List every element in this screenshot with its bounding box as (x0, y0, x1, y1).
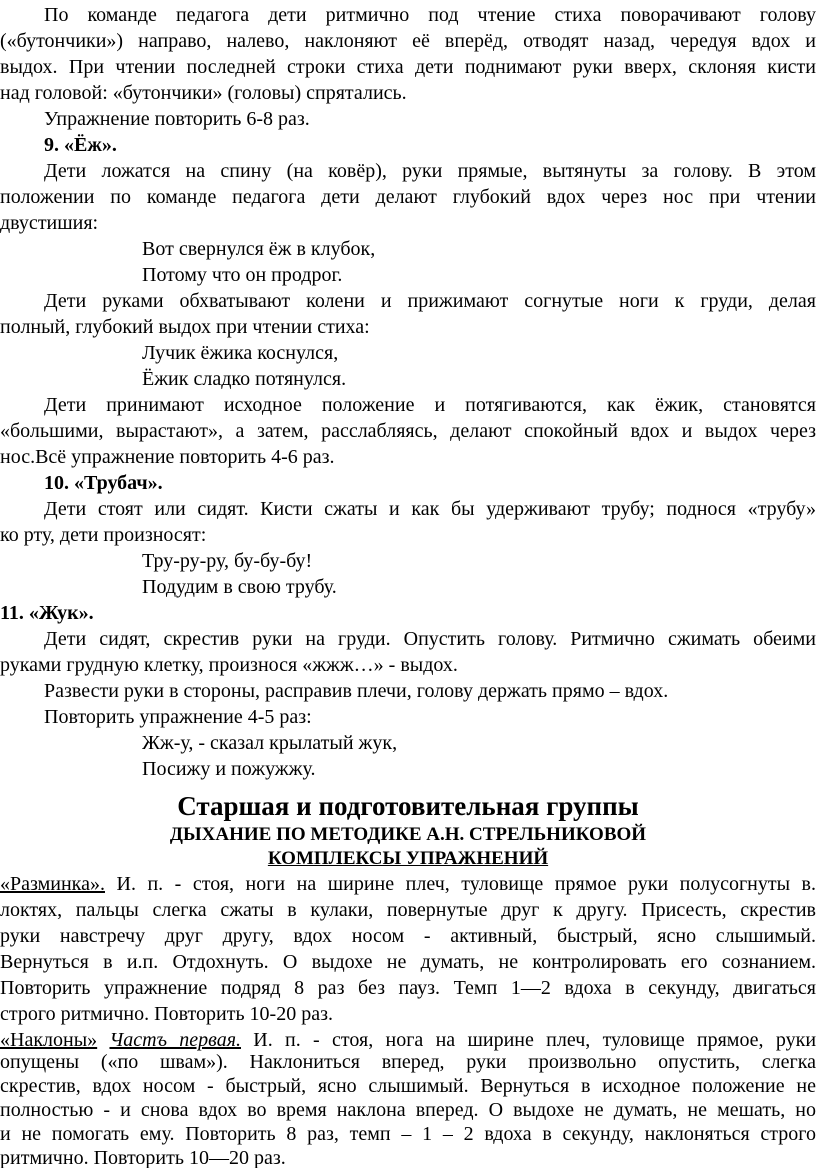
section-subheading: ДЫХАНИЕ ПО МЕТОДИКЕ А.Н. СТРЕЛЬНИКОВОЙ (169, 824, 647, 845)
paragraph-line: Повторить упражнение 4-5 раз: (44, 706, 312, 728)
poem-line: Жж-у, - сказал крылатый жук, (142, 732, 398, 754)
paragraph-line: строго ритмично. Повторить 10-20 раз. (0, 1003, 333, 1025)
paragraph-line: скрестив, вдох носом - быстрый, ясно слышимый. Вернуться в исходное положение не (0, 1075, 816, 1097)
exercise-title-11: 11. «Жук». (0, 602, 94, 624)
poem-line: Потому что он продрог. (142, 264, 343, 286)
paragraph-line: двустишия: (0, 212, 99, 234)
paragraph-line: Дети руками обхватывают колени и прижимают согнутые ноги к груди, делая (44, 290, 816, 312)
paragraph-line: и не помогать ему. Повторить 8 раз, темп – 1 – 2 вдоха в секунду, наклоняться строго (0, 1123, 816, 1145)
poem-line: Тру-ру-ру, бу-бу-бу! (142, 550, 313, 572)
poem-line: Лучик ёжика коснулся, (142, 342, 339, 364)
paragraph-line: Повторить упражнение подряд 8 раз без пауз. Темп 1—2 вдоха в секунду, двигаться (0, 977, 816, 999)
warmup-text: И. п. - стоя, ноги на ширине плеч, туловище прямое руки полусогнуты в. (104, 873, 816, 895)
paragraph-line: выдох. При чтении последней строки стиха дети поднимают руки вверх, склоняя кисти (0, 56, 816, 78)
exercise-title-10: 10. «Трубач». (44, 472, 163, 494)
poem-line: Посижу и пожужжу. (142, 758, 316, 780)
paragraph-line: над головой: «бутончики» (головы) спрятались. (0, 82, 407, 104)
paragraph-line: нос.Всё упражнение повторить 4-6 раз. (0, 446, 335, 468)
paragraph-line: руки навстречу друг другу, вдох носом - активный, быстрый, ясно слышимый. (0, 925, 816, 947)
bends-part-label: Частъ первая. (109, 1029, 241, 1051)
poem-line: Подудим в свою трубу. (142, 576, 337, 598)
paragraph-line: Дети ложатся на спину (на ковёр), руки прямые, вытянуты за голову. В этом (44, 160, 816, 182)
paragraph-line: руками грудную клетку, произнося «жжж…» - выдох. (0, 654, 458, 676)
bends-text: И. п. - стоя, нога на ширине плеч, туловище прямое, руки (241, 1029, 816, 1051)
paragraph-line: Дети стоят или сидят. Кисти сжаты и как бы удерживают трубу; поднося «трубу» (44, 498, 816, 520)
poem-line: Вот свернулся ёж в клубок, (142, 238, 376, 260)
paragraph-line: («бутончики») направо, налево, наклоняют её вперёд, отводят назад, чередуя вдох и (0, 30, 816, 52)
paragraph-line: Развести руки в стороны, расправив плечи, голову держать прямо – вдох. (44, 680, 669, 702)
paragraph-line: Дети сидят, скрестив руки на груди. Опустить голову. Ритмично сжимать обеими (44, 628, 816, 650)
complexes-heading: КОМПЛЕКСЫ УПРАЖНЕНИЙ (267, 848, 549, 869)
paragraph-line (0, 1028, 816, 1052)
exercise-title-9: 9. «Ёж». (44, 134, 117, 156)
paragraph-line: ко рту, дети произносят: (0, 524, 207, 546)
paragraph-line: ритмично. Повторить 10—20 раз. (0, 1147, 286, 1168)
poem-line: Ёжик сладко потянулся. (142, 368, 347, 390)
paragraph-line (0, 872, 816, 896)
paragraph-line: «большими, вырастают», а затем, расслабляясь, делают спокойный вдох и выдох через (0, 420, 816, 442)
paragraph-line: Вернуться в и.п. Отдохнуть. О выдохе не думать, не контролировать его сознанием. (0, 951, 816, 973)
repeat-instruction: Упражнение повторить 6-8 раз. (44, 108, 310, 130)
bends-label: «Наклоны» (0, 1029, 98, 1051)
paragraph-line: Дети принимают исходное положение и потягиваются, как ёжик, становятся (44, 394, 816, 416)
paragraph-line: полный, глубокий выдох при чтении стиха: (0, 316, 370, 338)
paragraph-line: полностью - и снова вдох во время наклона вперед. О выдохе не думать, не мешать, но (0, 1099, 816, 1121)
paragraph-line: локтях, пальцы слегка сжаты в кулаки, повернутые друг к другу. Присесть, скрестив (0, 899, 816, 921)
paragraph-line: По команде педагога дети ритмично под чтение стиха поворачивают голову (44, 4, 816, 26)
section-heading: Старшая и подготовительная группы (177, 791, 639, 821)
warmup-label: «Разминка». (0, 873, 105, 895)
paragraph-line: опущены («по швам»). Наклониться вперед, руки произвольно опустить, слегка (0, 1051, 816, 1073)
paragraph-line: положении по команде педагога дети делают глубокий вдох через нос при чтении (0, 186, 816, 208)
section-subheading-underlined (0, 847, 816, 871)
